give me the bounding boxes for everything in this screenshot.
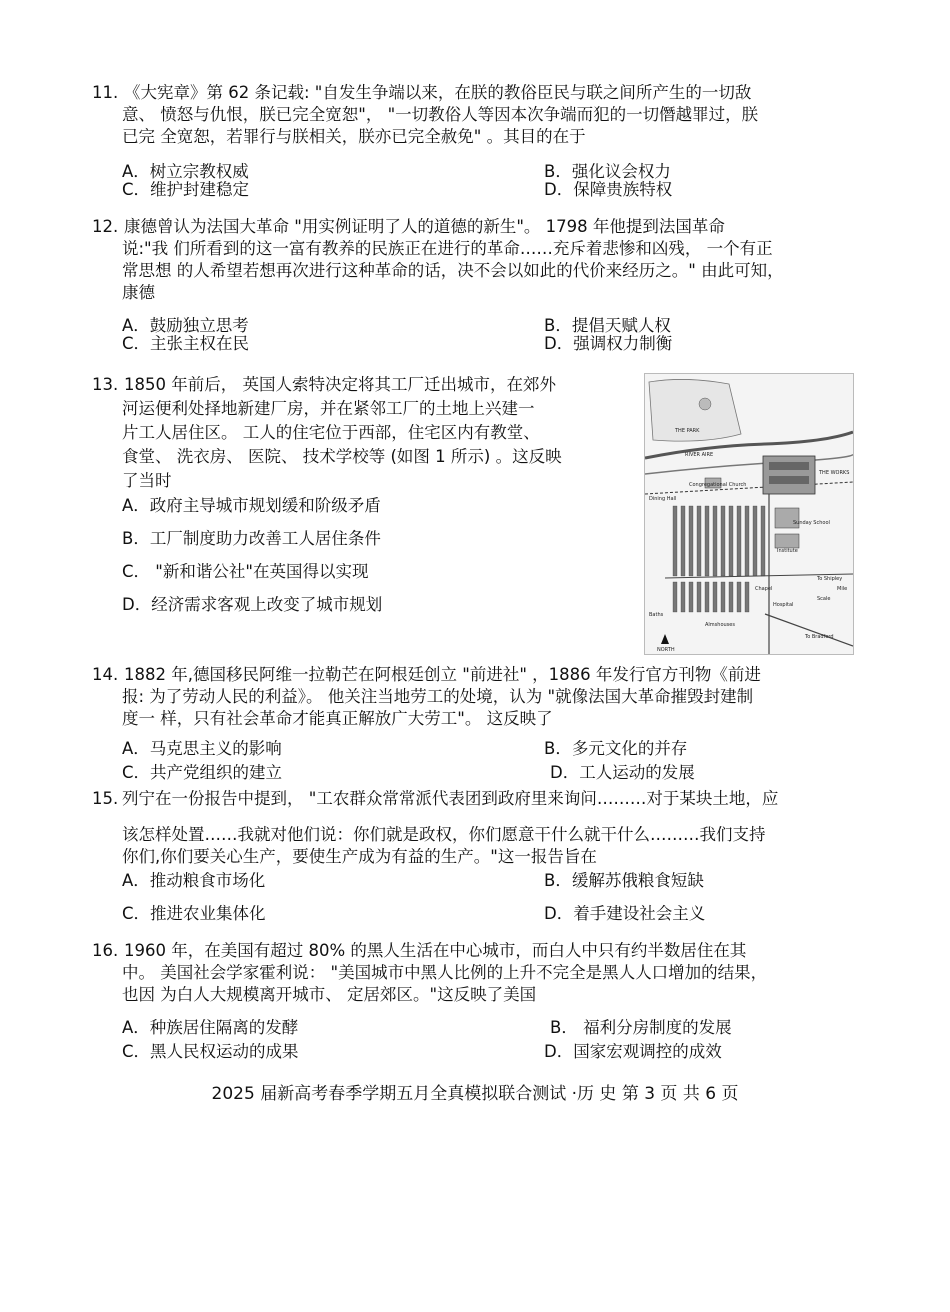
question-16	[92, 940, 882, 1006]
map-label: Dining Hall	[649, 496, 677, 502]
question-13	[92, 373, 622, 493]
option-a[interactable]: A．马克思主义的影响	[122, 739, 282, 758]
option-d[interactable]: D．国家宏观调控的成效	[544, 1042, 722, 1061]
map-label: Chapel	[755, 586, 773, 592]
map-label: THE WORKS	[819, 470, 850, 476]
option-d[interactable]: D．工人运动的发展	[550, 763, 695, 782]
saltaire-map-figure	[644, 373, 854, 655]
question-number: 15.	[92, 789, 119, 808]
question-text-line: 该怎样处置……我就对他们说：你们就是政权，你们愿意干什么就干什么………我们支持	[122, 825, 766, 844]
option-d[interactable]: D．保障贵族特权	[544, 180, 673, 199]
option-a[interactable]: A．推动粮食市场化	[122, 871, 266, 890]
option-c[interactable]: C．共产党组织的建立	[122, 763, 283, 782]
question-text-line: 常思想 的人希望若想再次进行这种革命的话，决不会以如此的代价来经历之。" 由此可知，	[122, 261, 784, 280]
question-text-line: 也因 为白人大规模离开城市、 定居郊区。"这反映了美国	[122, 985, 537, 1004]
option-d[interactable]: D．着手建设社会主义	[544, 904, 706, 923]
map-label: Baths	[649, 612, 664, 618]
map-label: THE PARK	[675, 428, 700, 434]
question-number: 16.	[92, 941, 119, 960]
question-text-line: 你们,你们要关心生产，要使生产成为有益的生产。"这一报告旨在	[122, 847, 597, 866]
page-footer: 2025 届新高考春季学期五月全真模拟联合测试 ·历 史 第 3 页 共 6 页	[211, 1084, 739, 1104]
question-text-line: 度一 样，只有社会革命才能真正解放广大劳工"。 这反映了	[122, 709, 553, 728]
question-number: 12.	[92, 217, 119, 236]
option-c[interactable]: C．黑人民权运动的成果	[122, 1042, 299, 1061]
question-11	[92, 82, 882, 148]
option-b[interactable]: B．提倡天赋人权	[544, 316, 671, 335]
map-label: RIVER AIRE	[685, 452, 714, 458]
option-a[interactable]: A．鼓励独立思考	[122, 316, 249, 335]
map-label: To Shipley	[817, 576, 843, 582]
option-a[interactable]: A．政府主导城市规划缓和阶级矛盾	[122, 496, 381, 515]
map-label: Congregational Church	[689, 482, 747, 488]
option-b[interactable]: B．多元文化的并存	[544, 739, 688, 758]
question-number: 14.	[92, 665, 119, 684]
question-text-line: 1960 年，在美国有超过 80% 的黑人生活在中心城市，而白人中只有约半数居住在其	[124, 941, 747, 960]
map-label: Institute	[777, 548, 798, 554]
question-text-line: 1882 年,德国移民阿维一拉勒芒在阿根廷创立 "前进社" ，1886 年发行官方刊物《前进	[124, 665, 761, 684]
option-c[interactable]: C．主张主权在民	[122, 334, 250, 353]
question-number: 13.	[92, 375, 119, 394]
option-b[interactable]: B．强化议会权力	[544, 162, 671, 181]
question-text-line: 意、 愤怒与仇恨，朕已完全宽恕"， "一切教俗人等因本次争端而犯的一切僭越罪过，朕	[122, 105, 759, 124]
option-c[interactable]: C． "新和谐公社"在英国得以实现	[122, 562, 369, 581]
question-text-line: 《大宪章》第 62 条记载: "自发生争端以来，在朕的教俗臣民与联之间所产生的一切敌	[124, 83, 752, 102]
map-label: To Bradford	[805, 634, 834, 640]
map-drawing	[645, 374, 853, 654]
option-c[interactable]: C．维护封建稳定	[122, 180, 250, 199]
question-text-line: 说:"我 们所看到的这一富有教养的民族正在进行的革命……充斥着悲惨和凶残， 一个有正	[122, 239, 773, 258]
question-text-line: 片工人居住区。 工人的住宅位于西部，住宅区内有教堂、	[122, 423, 540, 442]
question-text-line: 了当时	[122, 471, 172, 490]
question-text-line: 康德曾认为法国大革命 "用实例证明了人的道德的新生"。 1798 年他提到法国革命	[124, 217, 725, 236]
question-text-line: 食堂、 洗衣房、 医院、 技术学校等 (如图 1 所示) 。这反映	[122, 447, 562, 466]
option-a[interactable]: A．种族居住隔离的发酵	[122, 1018, 299, 1037]
option-b[interactable]: B．缓解苏俄粮食短缺	[544, 871, 704, 890]
question-text-line: 河运便利处择地新建厂房，并在紧邻工厂的土地上兴建一	[122, 399, 535, 418]
option-a[interactable]: A．树立宗教权威	[122, 162, 249, 181]
question-15	[92, 788, 882, 868]
question-text-line: 中。 美国社会学家霍利说： "美国城市中黑人比例的上升不完全是黑人人口增加的结果，	[122, 963, 768, 982]
option-d[interactable]: D．强调权力制衡	[544, 334, 673, 353]
option-b[interactable]: B．工厂制度助力改善工人居住条件	[122, 529, 381, 548]
map-label: NORTH	[657, 647, 675, 653]
question-text-line: 康德	[122, 283, 155, 302]
question-text-line: 报: 为了劳动人民的利益》。 他关注当地劳工的处境，认为 "就像法国大革命摧毁封建制	[122, 687, 754, 706]
question-text-line: 1850 年前后， 英国人索特决定将其工厂迁出城市，在郊外	[124, 375, 556, 394]
map-label: Mile	[837, 586, 848, 592]
map-label: Hospital	[773, 602, 794, 608]
question-number: 11.	[92, 83, 119, 102]
map-label: Sunday School	[793, 520, 830, 526]
map-label: Scale	[817, 596, 831, 602]
question-12	[92, 216, 882, 304]
question-text-line: 已完 全宽恕，若罪行与朕相关，朕亦已完全赦免" 。其目的在于	[122, 127, 586, 146]
option-c[interactable]: C．推进农业集体化	[122, 904, 266, 923]
option-b[interactable]: B． 福利分房制度的发展	[550, 1018, 732, 1037]
map-label: Almshouses	[705, 622, 735, 628]
option-d[interactable]: D．经济需求客观上改变了城市规划	[122, 595, 383, 614]
question-14	[92, 664, 882, 730]
question-text-line: 列宁在一份报告中提到， "工农群众常常派代表团到政府里来询问………对于某块土地，应	[122, 789, 779, 808]
